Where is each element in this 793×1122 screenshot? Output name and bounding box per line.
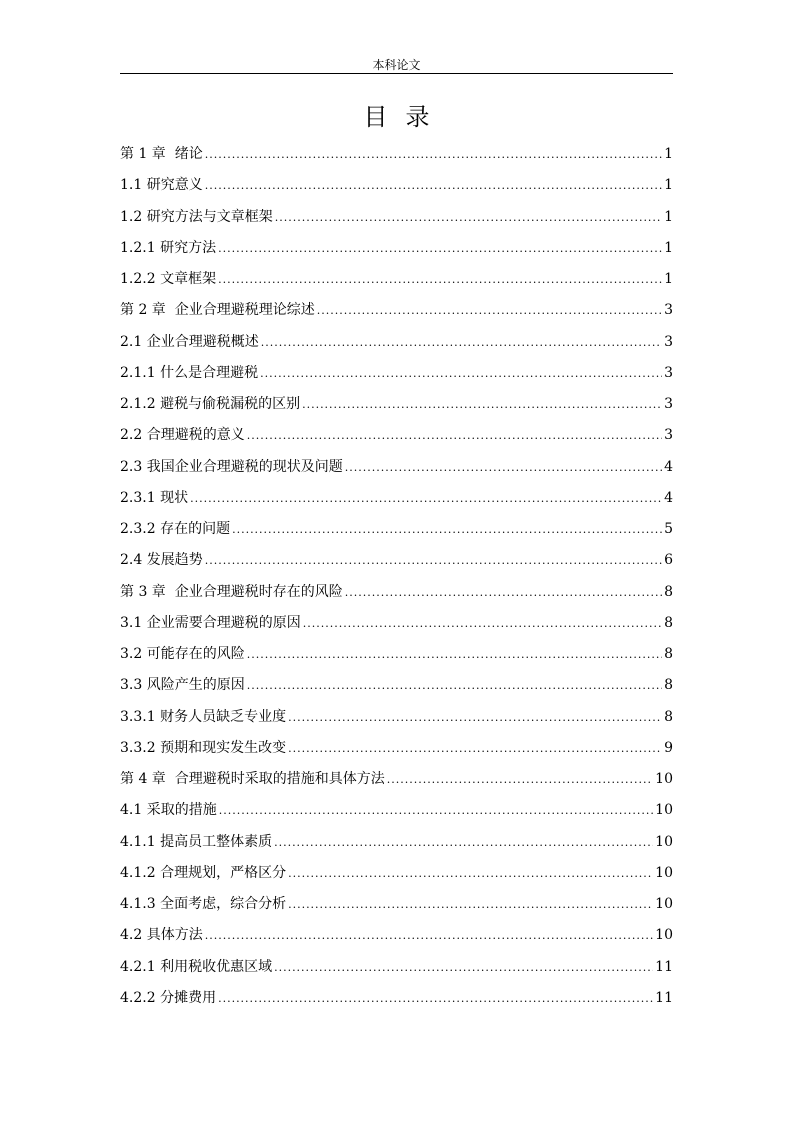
- toc-dot-leader: [288, 737, 662, 761]
- toc-entry-label: 第 4 章 合理避税时采取的措施和具体方法: [120, 771, 385, 787]
- toc-entry-page-number: 10: [655, 896, 673, 912]
- toc-entry-label: 3.3 风险产生的原因: [120, 677, 245, 694]
- toc-entry-page-number: 3: [664, 427, 673, 444]
- toc-entry[interactable]: [120, 736, 673, 767]
- toc-entry-label: 2.2 合理避税的意义: [120, 427, 245, 444]
- toc-entry-label: 4.1.1 提高员工整体素质: [120, 833, 273, 850]
- toc-dot-leader: [288, 706, 662, 730]
- toc-entry-page-number: 4: [664, 458, 673, 475]
- toc-entry-label: 2.1 企业合理避税概述: [120, 333, 259, 350]
- toc-entry-page-number: 1: [664, 239, 673, 256]
- toc-entry-label: 3.3.1 财务人员缺乏专业度: [120, 708, 287, 725]
- toc-entry-page-number: 10: [655, 771, 673, 787]
- toc-dot-leader: [205, 549, 662, 573]
- toc-entry[interactable]: [120, 861, 673, 892]
- toc-entry[interactable]: [120, 455, 673, 486]
- toc-entry-label: 2.1.1 什么是合理避税: [120, 364, 259, 381]
- toc-entry-page-number: 1: [664, 271, 673, 287]
- toc-dot-leader: [288, 893, 653, 917]
- toc-entry-label: 1.2.1 研究方法: [120, 239, 217, 256]
- toc-entry-label: 1.2 研究方法与文章框架: [120, 208, 273, 225]
- toc-entry-page-number: 8: [664, 677, 673, 694]
- toc-dot-leader: [205, 924, 653, 948]
- toc-dot-leader: [205, 143, 662, 167]
- toc-entry[interactable]: [120, 236, 673, 267]
- toc-entry-label: 4.1.2 合理规划，严格区分: [120, 864, 287, 881]
- toc-entry-label: 4.2.1 利用税收优惠区域: [120, 958, 273, 975]
- toc-dot-leader: [345, 581, 662, 605]
- toc-list: [120, 142, 673, 1017]
- toc-dot-leader: [275, 206, 662, 230]
- toc-entry-page-number: 10: [655, 927, 673, 944]
- toc-entry-label: 2.1.2 避税与偷税漏税的区别: [120, 396, 301, 412]
- toc-entry-page-number: 10: [655, 864, 673, 881]
- toc-entry-page-number: 9: [664, 739, 673, 756]
- toc-entry-page-number: 1: [664, 208, 673, 225]
- header-rule: [120, 73, 673, 74]
- toc-entry-page-number: 3: [664, 333, 673, 350]
- toc-entry-label: 1.2.2 文章框架: [120, 271, 217, 287]
- toc-entry-label: 3.3.2 预期和现实发生改变: [120, 739, 287, 756]
- toc-dot-leader: [302, 393, 662, 417]
- toc-entry[interactable]: [120, 767, 673, 798]
- toc-entry-label: 3.1 企业需要合理避税的原因: [120, 614, 301, 631]
- toc-entry[interactable]: [120, 548, 673, 579]
- toc-dot-leader: [303, 612, 662, 636]
- toc-entry[interactable]: [120, 517, 673, 548]
- toc-entry-page-number: 8: [664, 614, 673, 631]
- toc-dot-leader: [219, 799, 653, 823]
- toc-dot-leader: [205, 174, 662, 198]
- toc-dot-leader: [345, 456, 662, 480]
- toc-entry[interactable]: [120, 486, 673, 517]
- toc-entry[interactable]: [120, 361, 673, 392]
- toc-entry-label: 4.1 采取的措施: [120, 802, 217, 819]
- toc-entry-label: 2.3.2 存在的问题: [120, 521, 231, 537]
- running-header: 本科论文: [372, 58, 421, 72]
- toc-entry[interactable]: [120, 611, 673, 642]
- toc-entry-page-number: 3: [664, 396, 673, 412]
- toc-entry[interactable]: [120, 392, 673, 423]
- toc-entry-page-number: 11: [655, 989, 673, 1006]
- toc-entry-label: 4.2 具体方法: [120, 927, 203, 944]
- toc-entry[interactable]: [120, 955, 673, 986]
- toc-dot-leader: [247, 674, 662, 698]
- toc-entry[interactable]: [120, 205, 673, 236]
- toc-entry[interactable]: [120, 830, 673, 861]
- toc-dot-leader: [261, 331, 662, 355]
- toc-entry-label: 3.2 可能存在的风险: [120, 646, 245, 662]
- toc-entry-label: 1.1 研究意义: [120, 177, 203, 194]
- toc-entry-page-number: 3: [664, 302, 673, 319]
- toc-entry-label: 2.3.1 现状: [120, 489, 189, 506]
- toc-entry-page-number: 8: [664, 583, 673, 600]
- toc-entry[interactable]: [120, 642, 673, 673]
- toc-dot-leader: [247, 643, 662, 667]
- toc-entry-page-number: 10: [655, 833, 673, 850]
- toc-entry[interactable]: [120, 705, 673, 736]
- toc-dot-leader: [274, 956, 653, 980]
- toc-entry-label: 4.1.3 全面考虑，综合分析: [120, 896, 287, 912]
- toc-entry[interactable]: [120, 673, 673, 704]
- toc-dot-leader: [218, 268, 662, 292]
- toc-entry-page-number: 6: [664, 552, 673, 569]
- toc-title: 目录: [363, 103, 448, 131]
- toc-entry[interactable]: [120, 798, 673, 829]
- toc-entry-label: 第 3 章 企业合理避税时存在的风险: [120, 583, 343, 600]
- toc-entry-page-number: 5: [664, 521, 673, 537]
- toc-dot-leader: [288, 862, 653, 886]
- toc-dot-leader: [317, 299, 662, 323]
- toc-entry[interactable]: [120, 267, 673, 298]
- toc-entry-page-number: 4: [664, 489, 673, 506]
- toc-entry[interactable]: [120, 986, 673, 1017]
- toc-dot-leader: [190, 487, 662, 511]
- toc-dot-leader: [274, 831, 653, 855]
- toc-entry[interactable]: [120, 892, 673, 923]
- toc-entry-label: 4.2.2 分摊费用: [120, 989, 217, 1006]
- toc-entry-page-number: 1: [664, 146, 673, 162]
- toc-entry[interactable]: [120, 423, 673, 454]
- toc-entry-page-number: 3: [664, 364, 673, 381]
- toc-entry-page-number: 10: [655, 802, 673, 819]
- toc-entry-page-number: 8: [664, 646, 673, 662]
- toc-dot-leader: [387, 768, 653, 792]
- toc-entry-label: 第 1 章 绪论: [120, 146, 203, 162]
- toc-entry-page-number: 8: [664, 708, 673, 725]
- toc-entry[interactable]: [120, 173, 673, 204]
- toc-dot-leader: [260, 362, 662, 386]
- toc-entry[interactable]: [120, 142, 673, 173]
- toc-entry-label: 第 2 章 企业合理避税理论综述: [120, 302, 315, 319]
- toc-entry[interactable]: [120, 580, 673, 611]
- toc-entry-label: 2.3 我国企业合理避税的现状及问题: [120, 458, 343, 475]
- toc-entry[interactable]: [120, 330, 673, 361]
- toc-dot-leader: [247, 424, 662, 448]
- toc-dot-leader: [232, 518, 662, 542]
- toc-dot-leader: [218, 237, 662, 261]
- toc-dot-leader: [218, 987, 653, 1011]
- toc-entry-page-number: 1: [664, 177, 673, 194]
- toc-entry-page-number: 11: [655, 958, 673, 975]
- toc-entry-label: 2.4 发展趋势: [120, 552, 203, 569]
- toc-entry[interactable]: [120, 923, 673, 954]
- toc-entry[interactable]: [120, 298, 673, 329]
